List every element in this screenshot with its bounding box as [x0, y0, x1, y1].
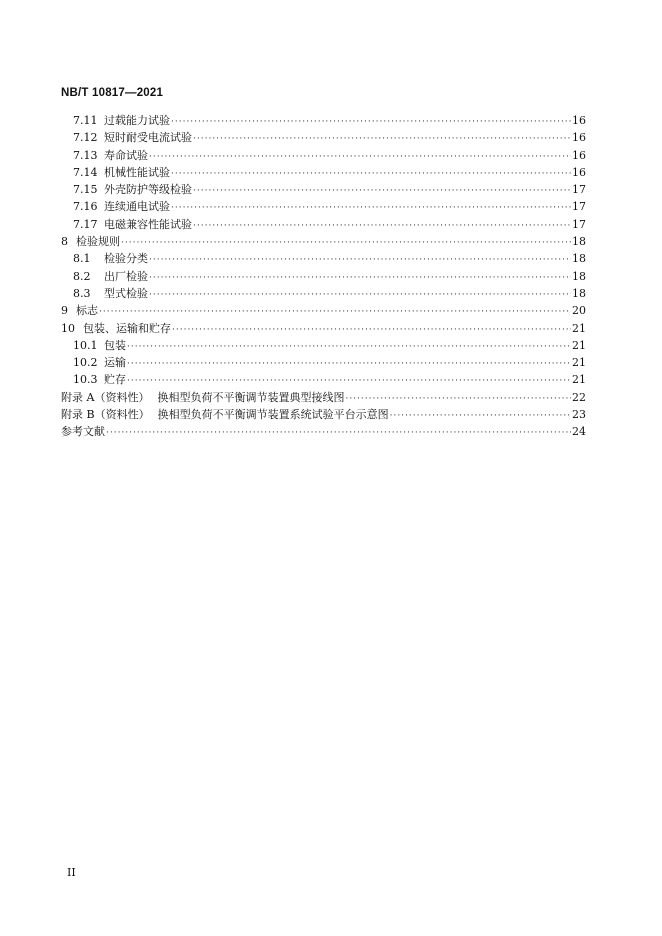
toc-entry-page: 18 [572, 252, 586, 266]
toc-entry-title: 寿命试验 [104, 148, 148, 162]
toc-entry-number: 10 [61, 321, 75, 335]
dot-leader [106, 425, 571, 442]
toc-entry-title: 参考文献 [61, 425, 105, 439]
toc-entry-page: 17 [572, 217, 586, 231]
toc-entry-page: 21 [572, 356, 586, 370]
toc-entry[interactable] [61, 268, 586, 285]
table-of-contents [61, 112, 586, 441]
toc-entry-page: 23 [572, 408, 586, 422]
toc-entry-number: 8.1 [73, 252, 91, 266]
toc-entry-page: 18 [572, 269, 586, 283]
toc-entry-page: 18 [572, 286, 586, 300]
toc-entry-title: 换相型负荷不平衡调节装置系统试验平台示意图 [157, 408, 389, 422]
toc-entry-number: 10.3 [73, 373, 98, 387]
toc-entry-number: 7.13 [73, 148, 98, 162]
toc-entry-number: 附录 B（资料性） [61, 408, 150, 422]
toc-entry-title: 机械性能试验 [104, 165, 170, 179]
toc-entry-page: 22 [572, 390, 586, 404]
toc-entry[interactable] [61, 216, 586, 233]
toc-entry[interactable] [61, 250, 586, 267]
toc-entry-number: 8.2 [73, 269, 91, 283]
toc-entry[interactable] [61, 112, 586, 129]
toc-entry-number: 7.14 [73, 165, 98, 179]
toc-entry-number: 7.15 [73, 183, 98, 197]
toc-entry-page: 17 [572, 200, 586, 214]
toc-entry-number: 10.2 [73, 356, 98, 370]
toc-entry[interactable] [61, 337, 586, 354]
toc-entry-title: 短时耐受电流试验 [104, 131, 192, 145]
toc-entry[interactable] [61, 371, 586, 388]
toc-entry[interactable] [61, 198, 586, 215]
toc-entry-number: 9 [61, 304, 68, 318]
toc-entry[interactable] [61, 164, 586, 181]
page-number-footer: II [67, 866, 76, 879]
toc-entry[interactable] [61, 406, 586, 423]
toc-entry-title: 贮存 [104, 373, 126, 387]
toc-entry[interactable] [61, 389, 586, 406]
toc-entry-title: 出厂检验 [104, 269, 148, 283]
toc-entry-page: 24 [572, 425, 586, 439]
toc-entry-number: 8 [61, 235, 68, 249]
toc-entry-number: 7.16 [73, 200, 98, 214]
standard-code-header: NB/T 10817—2021 [61, 87, 164, 99]
toc-entry-title: 标志 [76, 304, 98, 318]
toc-entry-page: 16 [572, 131, 586, 145]
toc-entry-number: 10.1 [73, 338, 98, 352]
toc-entry[interactable] [61, 320, 586, 337]
toc-entry-page: 20 [572, 304, 586, 318]
toc-entry[interactable] [61, 285, 586, 302]
toc-entry-number: 附录 A（资料性） [61, 390, 150, 404]
toc-entry-page: 16 [572, 165, 586, 179]
toc-entry-title: 外壳防护等级检验 [104, 183, 192, 197]
toc-entry-title: 型式检验 [104, 286, 148, 300]
toc-entry-number: 8.3 [73, 286, 91, 300]
toc-entry[interactable] [61, 147, 586, 164]
toc-entry-number: 7.17 [73, 217, 98, 231]
toc-entry-page: 21 [572, 373, 586, 387]
toc-entry-title: 过载能力试验 [104, 114, 170, 127]
toc-entry[interactable] [61, 354, 586, 371]
toc-entry-title: 检验规则 [76, 235, 120, 249]
toc-entry[interactable] [61, 129, 586, 146]
toc-entry-title: 运输 [104, 356, 126, 370]
toc-entry-title: 换相型负荷不平衡调节装置典型接线图 [157, 390, 345, 404]
toc-entry-title: 电磁兼容性能试验 [104, 217, 192, 231]
toc-entry[interactable] [61, 181, 586, 198]
toc-entry[interactable] [61, 423, 586, 440]
toc-entry-page: 16 [572, 148, 586, 162]
toc-entry[interactable] [61, 302, 586, 319]
toc-entry-number: 7.11 [73, 114, 98, 127]
toc-entry-page: 16 [572, 114, 586, 127]
toc-entry-page: 21 [572, 338, 586, 352]
toc-entry-page: 17 [572, 183, 586, 197]
toc-entry-title: 包装 [104, 338, 126, 352]
toc-entry-page: 21 [572, 321, 586, 335]
toc-entry-number: 7.12 [73, 131, 98, 145]
toc-entry-title: 检验分类 [104, 252, 148, 266]
toc-entry[interactable] [61, 233, 586, 250]
toc-entry-page: 18 [572, 235, 586, 249]
toc-entry-title: 连续通电试验 [104, 200, 170, 214]
toc-entry-title: 包装、运输和贮存 [83, 321, 171, 335]
